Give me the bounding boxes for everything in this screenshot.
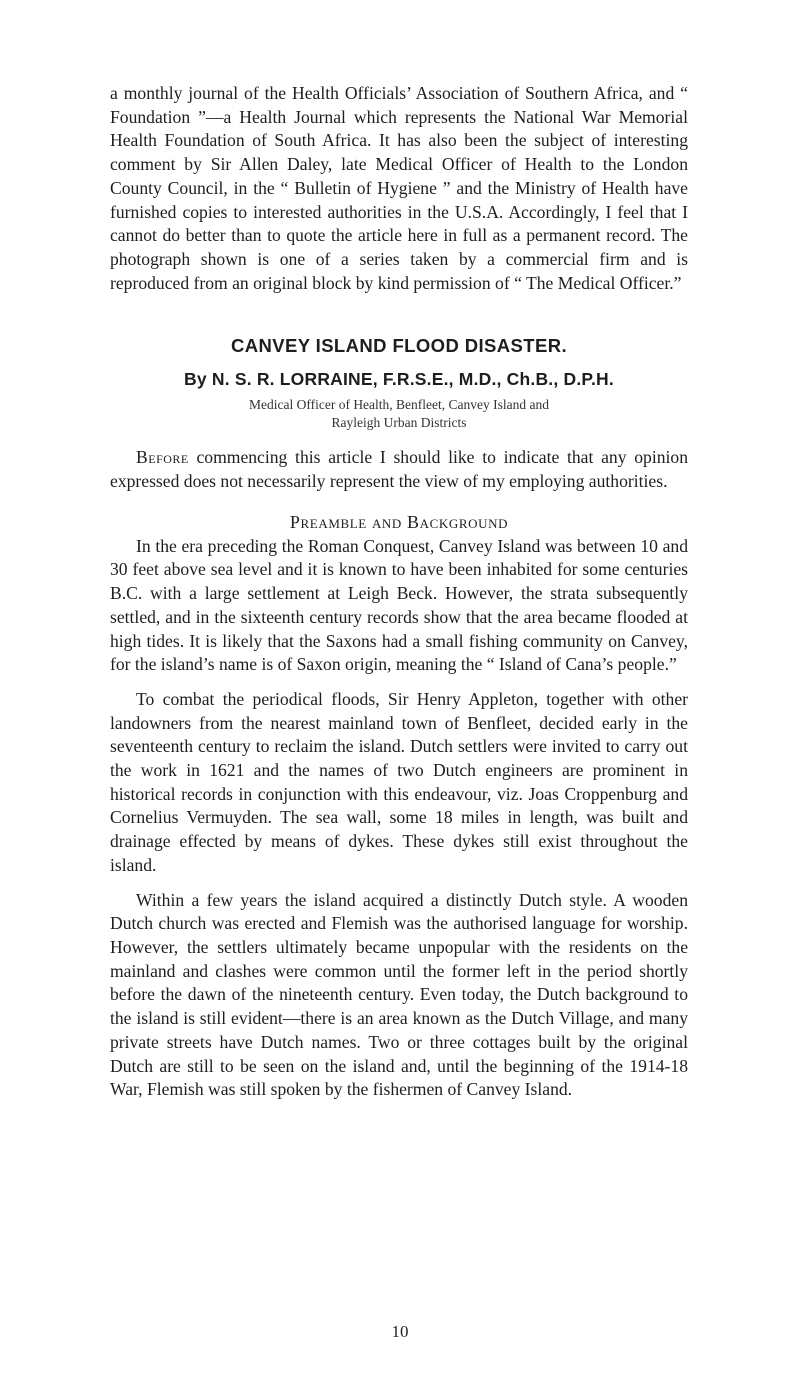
document-page: [110, 82, 688, 1102]
intro-paragraph: a monthly journal of the Health Officials’ Association of Southern Africa, and “ Foundation ”—a Health Journal which represents the National War Memorial Health Foundation of South Africa. It has also been the subject of interesting comment by Sir Allen Daley, late Medical Officer of Health to the London County Council, in the “ Bulletin of Hygiene ” and the Ministry of Health have furnished copies to interested authorities in the U.S.A. Accordingly, I feel that I cannot do better than to quote the article here in full as a permanent record. The photograph shown is one of a series taken by a commercial firm and is reproduced from an original block by kind permission of “ The Medical Officer.”: [110, 83, 688, 293]
affiliation-line-2: Rayleigh Urban Districts: [331, 415, 467, 431]
disclaimer-text: commencing this article I should like to indicate that any opinion expressed does not necessarily represent the view of my employing authorities.: [110, 447, 688, 492]
disclaimer-paragraph: [110, 446, 688, 493]
affiliation-line-1: Medical Officer of Health, Benfleet, Canvey Island and: [248, 397, 549, 413]
body-paragraph: To combat the periodical floods, Sir Henry Appleton, together with other landowners from the nearest mainland town of Benfleet, decided early in the seventeenth century to reclaim the island. Dutch settlers were invited to carry out the work in 1621 and the names of two Dutch engineers are prominent in historical records in conjunction with this endeavour, viz. Joas Croppenburg and Cornelius Vermuyden. The sea wall, some 18 miles in length, was built and drainage effected by means of dykes. These dykes still exist throughout the island.: [110, 688, 688, 875]
article-title: CANVEY ISLAND FLOOD DISASTER.: [230, 335, 568, 357]
body-paragraph: Within a few years the island acquired a distinctly Dutch style. A wooden Dutch church was erected and Flemish was the authorised language for worship. However, the settlers ultimately became unpopular with the residents on the mainland and clashes were common until the former left in the period shortly before the dawn of the nineteenth century. Even today, the Dutch background to the island is still evident—there is an area known as the Dutch Village, and many private streets have Dutch names. Two or three cottages built by the original Dutch are still to be seen on the island and, until the beginning of the 1914-18 War, Flemish was still spoken by the fishermen of Canvey Island.: [110, 889, 688, 1100]
page-number: 10: [391, 1322, 409, 1341]
disclaimer-lead-word: Before: [136, 447, 189, 468]
body-paragraph: In the era preceding the Roman Conquest, Canvey Island was between 10 and 30 feet above sea level and it is known to have been inhabited for some centuries B.C. with a large settlement at Leigh Beck. However, the strata subsequently settled, and in the sixteenth century records show that the area became flooded at high tides. It is likely that the Saxons had a small fishing community on Canvey, for the island’s name is of Saxon origin, meaning the “ Island of Cana’s people.”: [110, 535, 688, 675]
section-heading: Preamble and Background: [289, 511, 509, 532]
article-byline: By N. S. R. LORRAINE, F.R.S.E., M.D., Ch.B., D.P.H.: [184, 369, 614, 390]
author-affiliation: [110, 396, 688, 432]
